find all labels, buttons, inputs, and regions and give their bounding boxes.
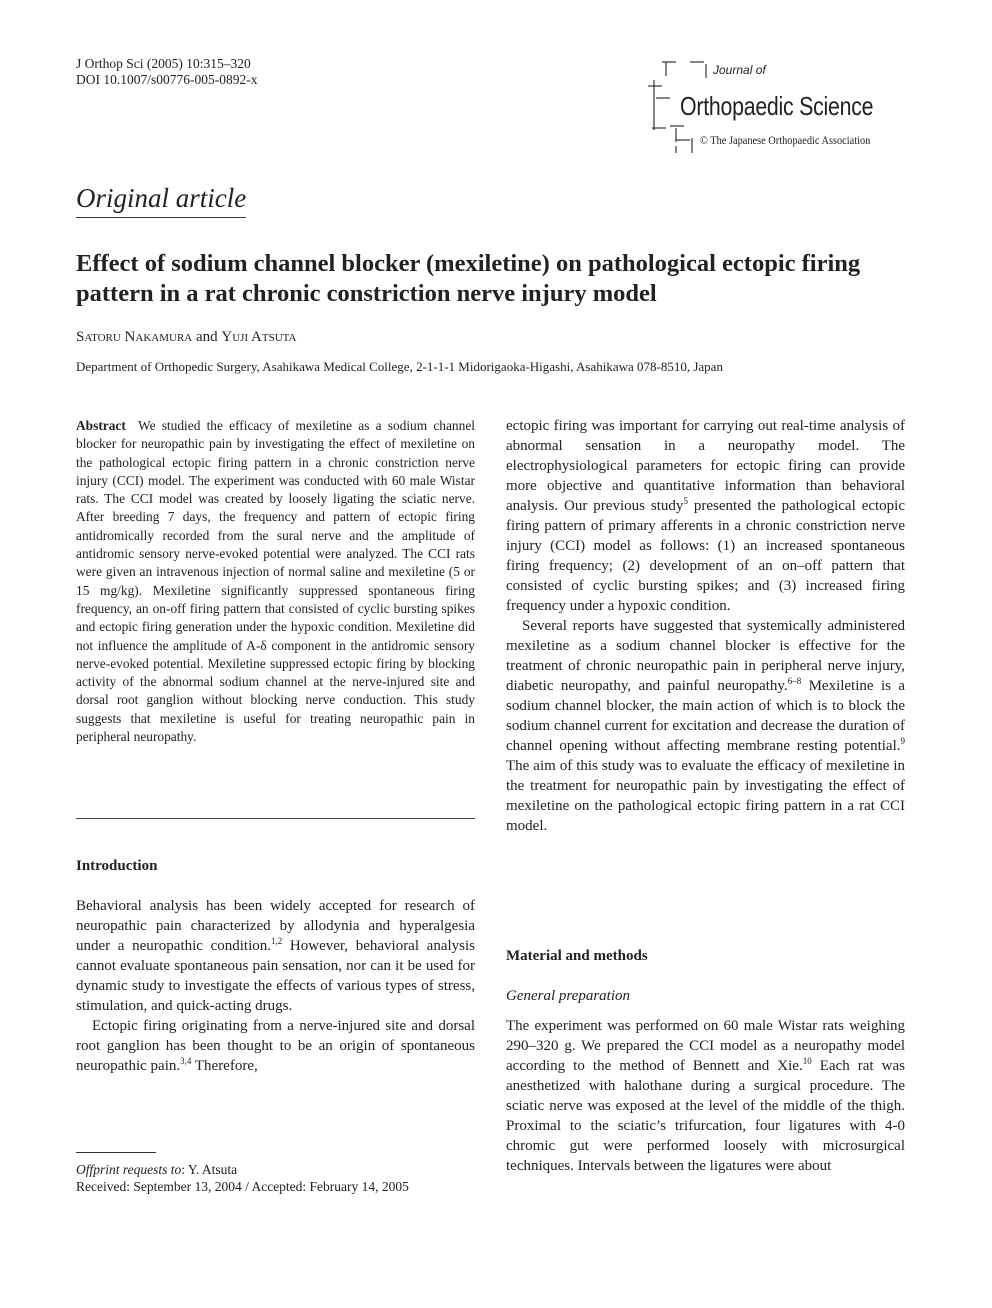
abstract-text: We studied the efficacy of mexiletine as a sodium channel blocker for neuropathic pain by investigating the effect of mexiletine on the pathological ectopic firing pattern in a chronic constriction nerve injury (CCI) model. The experiment was conducted with 60 male Wistar rats. The CCI model was created by loosely ligating the sciatic nerve. After breeding 7 days, the frequency and pattern of ectopic firing antidromically recorded from the sural nerve and the amplitude of antidromic sensory nerve-evoked potential were analyzed. The CCI rats were given an intravenous injection of normal saline and mexiletine (5 or 15 mg/kg). Mexiletine significantly suppressed spontaneous firing frequency, an on-off firing pattern that consisted of cyclic bursting spikes and ectopic firing generation under the hypoxic condition. Mexiletine did not influence the amplitude of A-δ component in the antidromic sensory nerve-evoked potential. Mexiletine suppressed ectopic firing by blocking activity of the abnormal sodium channel at the nerve-injured site and dorsal root ganglion without blocking nerve conduction. This study suggests that mexiletine is useful for treating neuropathic pain in peripheral neuropathy. (76, 418, 475, 745)
paragraph-text: Ectopic firing originating from a nerve-injured site and dorsal root ganglion has been thought to be an origin of spontaneous neuropathic pain. (76, 1018, 475, 1074)
footnote-divider (76, 1152, 156, 1153)
right-column-body (506, 416, 905, 836)
journal-citation: J Orthop Sci (2005) 10:315–320 (76, 56, 251, 71)
offprint-name: : Y. Atsuta (181, 1162, 238, 1177)
paragraph (506, 416, 905, 616)
paragraph-text: The experiment was performed on 60 male Wistar rats weighing 290–320 g. We prepared the CCI model as a neuropathy model according to the method of Bennett and Xie. (506, 1018, 905, 1074)
offprint-requests (76, 1161, 475, 1178)
introduction-body (76, 896, 475, 1076)
reference-marker: 1,2 (271, 936, 283, 946)
paragraph-text: Each rat was anesthetized with halothane during a surgical procedure. The sciatic nerve was exposed at the level of the middle of the thigh. Proximal to the sciatic’s trifurcation, four ligatures with 4-0 chromic gut were performed loosely with microsurgical techniques. Intervals between the ligatures were about (506, 1058, 905, 1174)
author-name: Satoru Nakamura (76, 329, 193, 345)
reference-marker: 10 (802, 1056, 812, 1066)
logo-copyright: © The Japanese Orthopaedic Association (700, 135, 871, 147)
paragraph-text: Therefore, (191, 1058, 258, 1074)
citation-header (76, 56, 258, 88)
article-type: Original article (76, 182, 246, 218)
paragraph-text: Mexiletine is a sodium channel blocker, the main action of which is to block the sodium channel current for excitation and decrease the duration of channel opening without affecting membrane resting potential. (506, 678, 905, 754)
paragraph-text: However, behavioral analysis cannot evaluate spontaneous pain sensation, nor can it be used for dynamic study to investigate the effects of various types of stress, stimulation, and quick-acting drugs. (76, 938, 475, 1014)
doi: DOI 10.1007/s00776-005-0892-x (76, 72, 258, 87)
paragraph-text: ectopic firing was important for carrying out real-time analysis of abnormal sensation in a neuropathy model. The electrophysiological parameters for ectopic firing can provide more objective and quantitative information than behavioral analysis. Our previous study (506, 418, 905, 514)
author-name: Yuji Atsuta (221, 329, 297, 345)
paragraph-text: Behavioral analysis has been widely accepted for research of neuropathic pain characterized by allodynia and hyperalgesia under a neuropathic condition. (76, 898, 475, 954)
abstract-label: Abstract (76, 418, 126, 433)
methods-body (506, 1016, 905, 1176)
reference-marker: 3,4 (180, 1056, 192, 1066)
paragraph (76, 1016, 475, 1076)
abstract-divider (76, 818, 475, 819)
reference-marker: 9 (900, 736, 905, 746)
footnote (76, 1161, 475, 1195)
logo-journal-of: Journal of (713, 63, 766, 77)
abstract (76, 417, 475, 746)
paragraph-text: The aim of this study was to evaluate the efficacy of mexiletine in the treatment for neuropathic pain by investigating the effect of mexiletine on the pathological ectopic firing pattern in a rat CCI model. (506, 758, 905, 834)
reference-marker: 5 (683, 496, 688, 506)
section-heading-introduction: Introduction (76, 858, 158, 874)
author-conjunction: and (192, 329, 222, 345)
paragraph (76, 896, 475, 1016)
paragraph (506, 616, 905, 836)
logo-journal-name: Orthopaedic Science (680, 91, 874, 121)
author-list (76, 327, 296, 347)
journal-logo (640, 56, 920, 156)
reference-marker: 6–8 (787, 676, 802, 686)
paragraph-text: Several reports have suggested that systemically administered mexiletine as a sodium channel blocker is effective for the treatment of chronic neuropathic pain in peripheral nerve injury, diabetic neuropathy, and painful neuropathy. (506, 618, 905, 694)
article-title: Effect of sodium channel blocker (mexiletine) on pathological ectopic firing pattern in a rat chronic constriction nerve injury model (76, 250, 861, 307)
subsection-heading-general-preparation: General preparation (506, 988, 631, 1004)
section-heading-methods: Material and methods (506, 948, 648, 964)
offprint-label: Offprint requests to (76, 1162, 182, 1177)
affiliation: Department of Orthopedic Surgery, Asahikawa Medical College, 2-1-1-1 Midorigaoka-Higashi, Asahikawa 078-8510, Japan (76, 359, 723, 374)
paragraph-text: presented the pathological ectopic firing pattern of primary afferents in a chronic constriction nerve injury (CCI) model as follows: (1) an increased spontaneous firing frequency; (2) development of an on–off pattern that consisted of cyclic bursting spikes; and (3) increased firing frequency under a hypoxic condition. (506, 498, 905, 614)
received-accepted-dates: Received: September 13, 2004 / Accepted: February 14, 2005 (76, 1179, 409, 1194)
